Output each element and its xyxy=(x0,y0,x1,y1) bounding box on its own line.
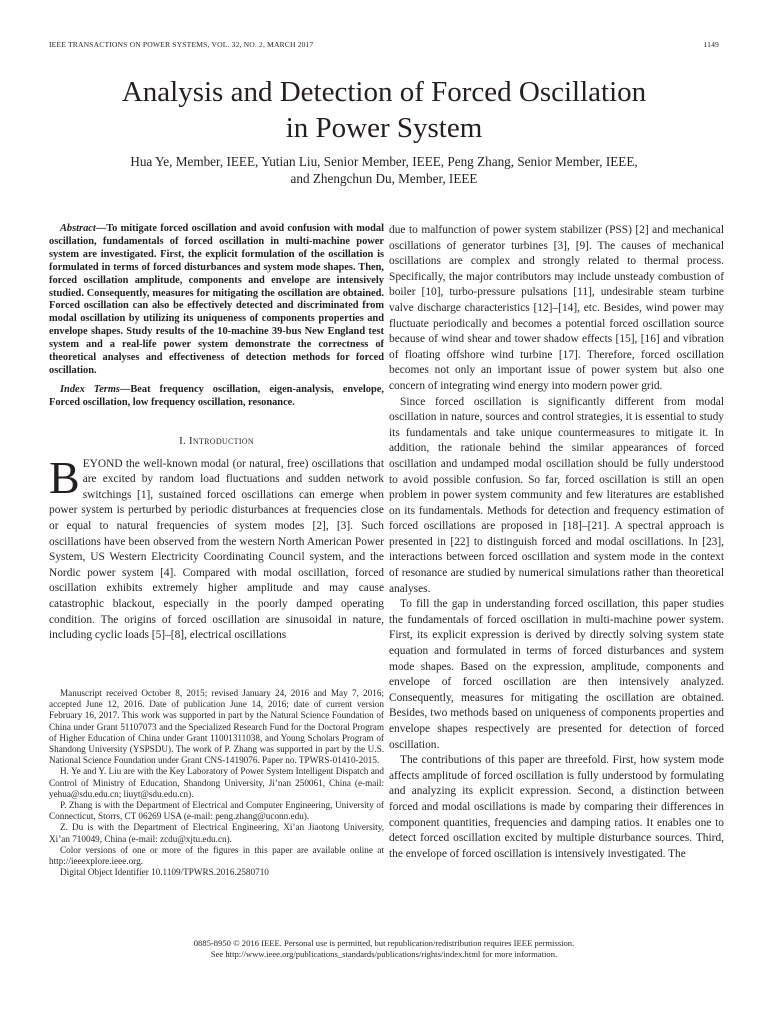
copyright-line-2: See http://www.ieee.org/publications_standards/publications/rights/index.html for more information. xyxy=(210,949,558,959)
intro-paragraph-2: Since forced oscillation is significantly different from modal oscillation in nature, sources and control strategies, it is essential to study its fundamentals and take unique countermeasures to mitigate it. In addition, the rationale behind the similar appearances of forced oscillation and undamped modal oscillation should be fully understood to avoid possible confusion. So far, forced oscillation is still an open problem in power system community and few literatures are established on its fundamentals. Methods for detection and frequency estimation of forced oscillations are proposed in [18]–[21]. A spectral approach is presented in [22] to distinguish forced and modal oscillations. In [23], interactions between forced oscillation and system mode in the context of resonance are studied by numerical simulations rather than theoretical analyses. xyxy=(389,395,724,595)
left-column xyxy=(49,223,384,644)
intro-paragraph-continued: due to malfunction of power system stabilizer (PSS) [2] and mechanical oscillations of generator turbines [3], [9]. The causes of mechanical oscillations are complex and strongly related to thermal process. Specifically, the major contributors may include unsteady combustion of boiler [10], turbo-pressure pulsations [11], undesirable steam turbine valve discharge characteristics [12]–[14], etc. Besides, wind power may fluctuate periodically and becomes a potential forced oscillation source because of wind shear and tower shadow effects [15], [16] and vibration of floating offshore wind turbine [17]. Therefore, forced oscillation becomes not only an important issue of power system but also one concern of integrating wind energy into modern power grid. xyxy=(389,224,724,392)
intro-paragraph-4: The contributions of this paper are threefold. First, how system mode affects amplitude of forced oscillation is fully understood by formulating and analyzing its explicit expression. Second, a distinction between forced and modal oscillations is made by comparing their differences in component quantities, frequencies and damping ratios. It enables one to detect forced oscillation excited by multiple disturbance sources. Third, the envelope of forced oscillation is intensively investigated. The xyxy=(389,754,724,860)
abstract-text: —To mitigate forced oscillation and avoid confusion with modal oscillation, fundamentals of forced oscillation in multi-machine power system are investigated. First, the explicit formulation of the oscillation is formulated in terms of forced disturbances and system mode shapes. Then, forced oscillation amplitude, components and envelope are intensively studied. Consequently, measures for mitigating the oscillation are obtained. Forced oscillation can also be effectively detected and discriminated from modal oscillation by utilizing its uniqueness of components properties and envelope shapes. Study results of the 10-machine 39-bus New England test system and a real-life power system demonstrate the correctness of theoretical analyses and effectiveness of detection methods for forced oscillation. xyxy=(49,223,384,376)
footnote-affiliation-3: Z. Du is with the Department of Electrical Engineering, Xi’an Jiaotong University, Xi’an 710049, China (e-mail: zcdu@xjtu.edu.cn). xyxy=(49,822,384,844)
drop-cap: B xyxy=(49,451,80,503)
footnote-affiliation-2: P. Zhang is with the Department of Electrical and Computer Engineering, University of Connecticut, Storrs, CT 06269 USA (e-mail: peng.zhang@uconn.edu). xyxy=(49,800,384,822)
authors-line-1: Hua Ye, Member, IEEE, Yutian Liu, Senior Member, IEEE, Peng Zhang, Senior Member, IEEE, xyxy=(130,154,638,169)
journal-citation: IEEE TRANSACTIONS ON POWER SYSTEMS, VOL. 32, NO. 2, MARCH 2017 xyxy=(49,40,314,49)
copyright-notice xyxy=(0,938,768,960)
running-header xyxy=(49,40,719,52)
intro-paragraph-1-text: EYOND the well-known modal (or natural, free) oscillations that are excited by random load fluctuations and sudden network switchings [1], sustained forced oscillations can emerge when power system is perturbed by periodic disturbances at frequencies close or equal to natural frequencies of system modes [2], [3]. Such oscillations have been observed from the western North American Power System, US Western Electricity Coordinating Council system, and the Nordic power system [4]. Compared with modal oscillation, forced oscillation exhibits extremely higher amplitude and may cause catastrophic blackout, especially in the poorly damped operating condition. The origins of forced oscillation are sinusoidal in nature, including cyclic loads [5]–[8], electrical oscillations xyxy=(49,457,384,642)
page-number: 1149 xyxy=(703,40,719,49)
paper-title xyxy=(0,74,768,146)
footnote-affiliation-1: H. Ye and Y. Liu are with the Key Laboratory of Power System Intelligent Dispatch and Control of Ministry of Education, Shandong University, Ji’nan 250061, China (e-mail: yehua@sdu.edu.cn; liuyt@sdu.edu.cn). xyxy=(49,766,384,799)
footnote-received: Manuscript received October 8, 2015; revised January 24, 2016 and May 7, 2016; accepted June 12, 2016. Date of publication June 14, 2016; date of current version February 16, 2017. This work was supported in part by the Natural Science Foundation of China under Grant 51107073 and the Specialized Research Fund for the Doctoral Program of Higher Education of China under Grant 11001311038, and Young Scholars Program of Shandong University (YSPSDU). The work of P. Zhang was supported in part by the U.S. National Science Foundation under Grant CNS-1419076. Paper no. TPWRS-01410-2015. xyxy=(49,688,384,766)
intro-paragraph-1 xyxy=(49,451,384,644)
author-list xyxy=(0,153,768,187)
index-terms xyxy=(49,384,384,410)
index-terms-text: —Beat frequency oscillation, eigen-analysis, envelope, Forced oscillation, low frequency oscillation, resonance. xyxy=(49,383,384,408)
copyright-line-1: 0885-8950 © 2016 IEEE. Personal use is permitted, but republication/redistribution requires IEEE permission. xyxy=(193,938,575,948)
title-line-1: Analysis and Detection of Forced Oscillation xyxy=(121,76,647,108)
footnote-color-figures: Color versions of one or more of the figures in this paper are available online at http://ieeexplore.ieee.org. xyxy=(49,844,384,867)
index-terms-label: Index Terms xyxy=(60,383,120,395)
section-heading-introduction xyxy=(49,435,384,447)
abstract-label: Abstract xyxy=(60,223,96,234)
footnote-doi: Digital Object Identifier 10.1109/TPWRS.2016.2580710 xyxy=(60,867,269,878)
section-number: I. xyxy=(179,434,186,447)
footnotes xyxy=(49,688,384,878)
right-column xyxy=(389,223,724,862)
section-title: Introduction xyxy=(188,434,254,447)
title-line-2: in Power System xyxy=(285,112,483,144)
abstract xyxy=(49,223,384,378)
intro-paragraph-3: To fill the gap in understanding forced oscillation, this paper studies the fundamentals of forced oscillation in multi-machine power system. First, its explicit expression is derived by directly solving system state equation and formulated in terms of forced disturbances and system mode shapes. Based on the expression, amplitude, components and envelope of forced oscillation are then intensively analyzed. Consequently, measures for mitigating the oscillation are obtained. Besides, two methods based on uniqueness of components properties and envelope shapes respectively are presented for detection of forced oscillation. xyxy=(389,598,724,751)
authors-line-2: and Zhengchun Du, Member, IEEE xyxy=(290,171,478,186)
